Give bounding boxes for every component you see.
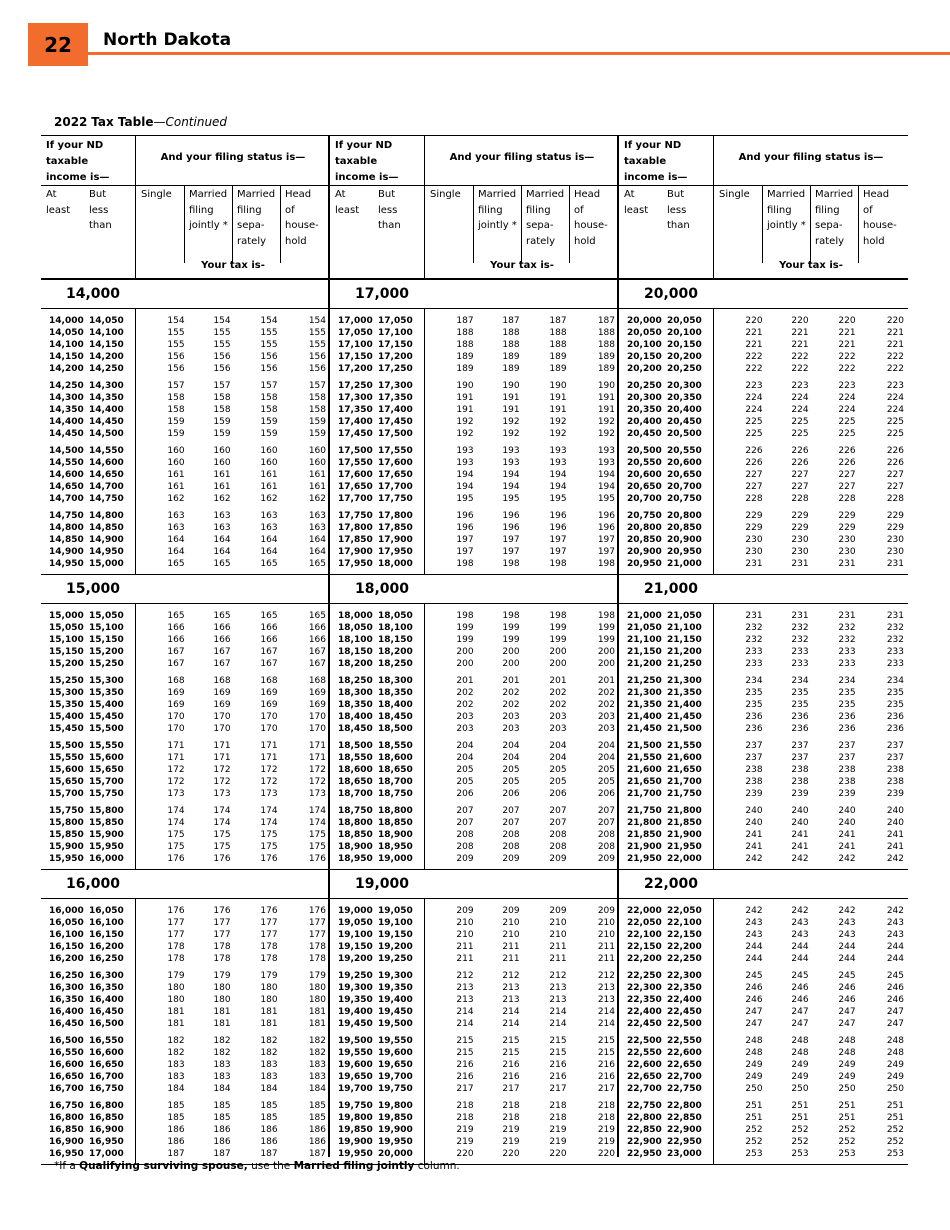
table-row: 15,150 15,200 167 167 167 167	[49, 647, 326, 657]
table-row: 15,250 15,300 168 168 168 168	[49, 676, 326, 686]
table-row: 19,850 19,900 219 219 219 219	[338, 1125, 615, 1135]
table-row: 21,950 22,000 242 242 242 242	[627, 854, 904, 864]
table-row: 21,250 21,300 234 234 234 234	[627, 676, 904, 686]
table-row: 14,700 14,750 162 162 162 162	[49, 494, 326, 504]
table-row: 14,050 14,100 155 155 155 155	[49, 328, 326, 338]
table-row: 20,100 20,150 221 221 221 221	[627, 340, 904, 350]
page-number: 22	[28, 23, 88, 66]
table-row: 16,600 16,650 183 183 183 183	[49, 1060, 326, 1070]
table-row: 16,700 16,750 184 184 184 184	[49, 1084, 326, 1094]
married-separately-label: Married filing sepa- rately	[526, 189, 565, 247]
table-row: 19,200 19,250 211 211 211 211	[338, 954, 615, 964]
income-block	[41, 870, 330, 1165]
married-separately-label: Married filing sepa- rately	[815, 189, 854, 247]
table-row: 18,550 18,600 204 204 204 204	[338, 753, 615, 763]
table-row: 22,500 22,550 248 248 248 248	[627, 1036, 904, 1046]
table-row: 20,050 20,100 221 221 221 221	[627, 328, 904, 338]
table-row: 18,600 18,650 205 205 205 205	[338, 765, 615, 775]
at-least-label: At least	[624, 189, 649, 216]
head-of-household-label: Head of house- hold	[285, 189, 319, 247]
table-row: 14,000 14,050 154 154 154 154	[49, 316, 326, 326]
table-row: 17,000 17,050 187 187 187 187	[338, 316, 615, 326]
income-block	[330, 280, 619, 575]
table-suffix: —Continued	[153, 115, 228, 129]
table-row: 20,750 20,800 229 229 229 229	[627, 511, 904, 521]
table-row: 20,250 20,300 223 223 223 223	[627, 381, 904, 391]
table-header	[41, 135, 330, 280]
table-row: 17,050 17,100 188 188 188 188	[338, 328, 615, 338]
table-row: 18,800 18,850 207 207 207 207	[338, 818, 615, 828]
table-row: 17,700 17,750 195 195 195 195	[338, 494, 615, 504]
column-separator	[617, 135, 619, 1157]
table-row: 18,950 19,000 209 209 209 209	[338, 854, 615, 864]
table-row: 20,950 21,000 231 231 231 231	[627, 559, 904, 569]
footnote-bold: Married filing jointly	[293, 1160, 415, 1172]
table-row: 15,700 15,750 173 173 173 173	[49, 789, 326, 799]
table-row: 14,550 14,600 160 160 160 160	[49, 458, 326, 468]
table-row: 17,900 17,950 197 197 197 197	[338, 547, 615, 557]
table-row: 17,250 17,300 190 190 190 190	[338, 381, 615, 391]
table-row: 18,700 18,750 206 206 206 206	[338, 789, 615, 799]
table-row: 21,750 21,800 240 240 240 240	[627, 806, 904, 816]
table-row: 19,450 19,500 214 214 214 214	[338, 1019, 615, 1029]
table-row: 21,300 21,350 235 235 235 235	[627, 688, 904, 698]
table-row: 16,550 16,600 182 182 182 182	[49, 1048, 326, 1058]
but-less-than-label: But less than	[667, 189, 690, 231]
table-row: 21,450 21,500 236 236 236 236	[627, 724, 904, 734]
footnote-text: column.	[414, 1160, 460, 1172]
table-row: 17,350 17,400 191 191 191 191	[338, 405, 615, 415]
table-row: 18,050 18,100 199 199 199 199	[338, 623, 615, 633]
table-row: 17,500 17,550 193 193 193 193	[338, 446, 615, 456]
table-row: 22,750 22,800 251 251 251 251	[627, 1101, 904, 1111]
table-row: 22,550 22,600 248 248 248 248	[627, 1048, 904, 1058]
table-row: 15,550 15,600 171 171 171 171	[49, 753, 326, 763]
table-row: 14,400 14,450 159 159 159 159	[49, 417, 326, 427]
table-row: 18,400 18,450 203 203 203 203	[338, 712, 615, 722]
table-row: 20,450 20,500 225 225 225 225	[627, 429, 904, 439]
table-row: 19,350 19,400 213 213 213 213	[338, 995, 615, 1005]
table-row: 19,050 19,100 210 210 210 210	[338, 918, 615, 928]
table-row: 21,150 21,200 233 233 233 233	[627, 647, 904, 657]
single-label: Single	[719, 189, 750, 200]
table-row: 18,000 18,050 198 198 198 198	[338, 611, 615, 621]
table-row: 20,850 20,900 230 230 230 230	[627, 535, 904, 545]
table-row: 18,100 18,150 199 199 199 199	[338, 635, 615, 645]
table-row: 20,000 20,050 220 220 220 220	[627, 316, 904, 326]
table-row: 22,650 22,700 249 249 249 249	[627, 1072, 904, 1082]
table-row: 17,100 17,150 188 188 188 188	[338, 340, 615, 350]
table-header	[330, 135, 619, 280]
table-row: 15,950 16,000 176 176 176 176	[49, 854, 326, 864]
table-row: 22,200 22,250 244 244 244 244	[627, 954, 904, 964]
table-row: 22,100 22,150 243 243 243 243	[627, 930, 904, 940]
table-row: 22,050 22,100 243 243 243 243	[627, 918, 904, 928]
table-row: 19,800 19,850 218 218 218 218	[338, 1113, 615, 1123]
block-title: 14,000	[41, 280, 330, 309]
table-row: 16,100 16,150 177 177 177 177	[49, 930, 326, 940]
table-row: 18,850 18,900 208 208 208 208	[338, 830, 615, 840]
table-row: 22,450 22,500 247 247 247 247	[627, 1019, 904, 1029]
married-jointly-label: Married filing jointly *	[189, 189, 228, 231]
table-row: 22,300 22,350 246 246 246 246	[627, 983, 904, 993]
income-block	[330, 575, 619, 870]
table-row: 16,750 16,800 185 185 185 185	[49, 1101, 326, 1111]
table-row: 15,600 15,650 172 172 172 172	[49, 765, 326, 775]
table-row: 17,550 17,600 193 193 193 193	[338, 458, 615, 468]
block-title: 21,000	[619, 575, 908, 604]
table-row: 21,400 21,450 236 236 236 236	[627, 712, 904, 722]
table-row: 17,800 17,850 196 196 196 196	[338, 523, 615, 533]
table-year: 2022	[54, 115, 88, 129]
block-title: 19,000	[330, 870, 619, 899]
table-row: 16,650 16,700 183 183 183 183	[49, 1072, 326, 1082]
table-row: 20,900 20,950 230 230 230 230	[627, 547, 904, 557]
table-row: 16,400 16,450 181 181 181 181	[49, 1007, 326, 1017]
table-row: 17,400 17,450 192 192 192 192	[338, 417, 615, 427]
table-row: 21,500 21,550 237 237 237 237	[627, 741, 904, 751]
table-row: 20,700 20,750 228 228 228 228	[627, 494, 904, 504]
tax-table-column	[41, 135, 330, 1165]
table-row: 21,050 21,100 232 232 232 232	[627, 623, 904, 633]
tax-table-column	[619, 135, 908, 1165]
table-row: 21,650 21,700 238 238 238 238	[627, 777, 904, 787]
table-row: 22,400 22,450 247 247 247 247	[627, 1007, 904, 1017]
your-tax-label: Your tax is-	[490, 260, 554, 271]
footnote	[54, 1160, 460, 1172]
table-row: 18,650 18,700 205 205 205 205	[338, 777, 615, 787]
table-row: 21,200 21,250 233 233 233 233	[627, 659, 904, 669]
table-row: 14,350 14,400 158 158 158 158	[49, 405, 326, 415]
block-title: 22,000	[619, 870, 908, 899]
table-row: 18,200 18,250 200 200 200 200	[338, 659, 615, 669]
table-row: 18,750 18,800 207 207 207 207	[338, 806, 615, 816]
table-row: 22,150 22,200 244 244 244 244	[627, 942, 904, 952]
your-tax-label: Your tax is-	[201, 260, 265, 271]
table-row: 22,350 22,400 246 246 246 246	[627, 995, 904, 1005]
table-row: 22,900 22,950 252 252 252 252	[627, 1137, 904, 1147]
state-title: North Dakota	[103, 30, 232, 50]
single-label: Single	[141, 189, 172, 200]
table-row: 15,900 15,950 175 175 175 175	[49, 842, 326, 852]
table-row: 20,150 20,200 222 222 222 222	[627, 352, 904, 362]
table-row: 17,200 17,250 189 189 189 189	[338, 364, 615, 374]
table-row: 21,000 21,050 231 231 231 231	[627, 611, 904, 621]
table-row: 14,750 14,800 163 163 163 163	[49, 511, 326, 521]
table-row: 14,850 14,900 164 164 164 164	[49, 535, 326, 545]
head-of-household-label: Head of house- hold	[574, 189, 608, 247]
table-row: 19,400 19,450 214 214 214 214	[338, 1007, 615, 1017]
table-row: 19,600 19,650 216 216 216 216	[338, 1060, 615, 1070]
table-row: 20,300 20,350 224 224 224 224	[627, 393, 904, 403]
table-row: 17,600 17,650 194 194 194 194	[338, 470, 615, 480]
income-block	[619, 575, 908, 870]
table-row: 22,000 22,050 242 242 242 242	[627, 906, 904, 916]
table-row: 16,000 16,050 176 176 176 176	[49, 906, 326, 916]
income-label: If your ND taxable income is—	[624, 140, 688, 183]
table-row: 19,700 19,750 217 217 217 217	[338, 1084, 615, 1094]
table-row: 15,650 15,700 172 172 172 172	[49, 777, 326, 787]
table-row: 16,850 16,900 186 186 186 186	[49, 1125, 326, 1135]
income-block	[41, 280, 330, 575]
table-row: 14,100 14,150 155 155 155 155	[49, 340, 326, 350]
table-row: 21,100 21,150 232 232 232 232	[627, 635, 904, 645]
table-row: 15,750 15,800 174 174 174 174	[49, 806, 326, 816]
table-row: 16,050 16,100 177 177 177 177	[49, 918, 326, 928]
tax-table-column	[330, 135, 619, 1165]
table-row: 22,850 22,900 252 252 252 252	[627, 1125, 904, 1135]
table-row: 21,700 21,750 239 239 239 239	[627, 789, 904, 799]
table-row: 15,450 15,500 170 170 170 170	[49, 724, 326, 734]
table-row: 18,250 18,300 201 201 201 201	[338, 676, 615, 686]
table-row: 21,550 21,600 237 237 237 237	[627, 753, 904, 763]
table-row: 20,400 20,450 225 225 225 225	[627, 417, 904, 427]
table-row: 14,650 14,700 161 161 161 161	[49, 482, 326, 492]
table-row: 15,400 15,450 170 170 170 170	[49, 712, 326, 722]
column-separator	[328, 135, 330, 1157]
table-row: 21,800 21,850 240 240 240 240	[627, 818, 904, 828]
income-block	[330, 870, 619, 1165]
table-header	[619, 135, 908, 280]
footnote-text: *If a	[54, 1160, 80, 1172]
table-row: 17,850 17,900 197 197 197 197	[338, 535, 615, 545]
table-row: 20,200 20,250 222 222 222 222	[627, 364, 904, 374]
at-least-label: At least	[46, 189, 71, 216]
table-row: 21,600 21,650 238 238 238 238	[627, 765, 904, 775]
block-title: 16,000	[41, 870, 330, 899]
filing-status-label: And your filing status is—	[738, 152, 884, 163]
table-row: 18,450 18,500 203 203 203 203	[338, 724, 615, 734]
but-less-than-label: But less than	[89, 189, 112, 231]
but-less-than-label: But less than	[378, 189, 401, 231]
table-row: 14,250 14,300 157 157 157 157	[49, 381, 326, 391]
table-row: 16,800 16,850 185 185 185 185	[49, 1113, 326, 1123]
table-row: 15,100 15,150 166 166 166 166	[49, 635, 326, 645]
your-tax-label: Your tax is-	[779, 260, 843, 271]
table-row: 17,150 17,200 189 189 189 189	[338, 352, 615, 362]
table-row: 20,650 20,700 227 227 227 227	[627, 482, 904, 492]
table-row: 19,950 20,000 220 220 220 220	[338, 1149, 615, 1159]
table-row: 18,150 18,200 200 200 200 200	[338, 647, 615, 657]
table-row: 18,350 18,400 202 202 202 202	[338, 700, 615, 710]
table-row: 16,900 16,950 186 186 186 186	[49, 1137, 326, 1147]
table-row: 15,850 15,900 175 175 175 175	[49, 830, 326, 840]
table-row: 21,850 21,900 241 241 241 241	[627, 830, 904, 840]
table-row: 15,800 15,850 174 174 174 174	[49, 818, 326, 828]
block-title: 15,000	[41, 575, 330, 604]
footnote-bold: Qualifying surviving spouse,	[79, 1160, 248, 1172]
table-row: 19,250 19,300 212 212 212 212	[338, 971, 615, 981]
table-row: 17,300 17,350 191 191 191 191	[338, 393, 615, 403]
married-jointly-label: Married filing jointly *	[767, 189, 806, 231]
income-block	[619, 870, 908, 1165]
table-row: 18,500 18,550 204 204 204 204	[338, 741, 615, 751]
table-row: 16,300 16,350 180 180 180 180	[49, 983, 326, 993]
table-row: 17,750 17,800 196 196 196 196	[338, 511, 615, 521]
filing-status-label: And your filing status is—	[449, 152, 595, 163]
block-title: 18,000	[330, 575, 619, 604]
table-row: 22,600 22,650 249 249 249 249	[627, 1060, 904, 1070]
table-row: 14,800 14,850 163 163 163 163	[49, 523, 326, 533]
table-row: 17,950 18,000 198 198 198 198	[338, 559, 615, 569]
table-row: 18,300 18,350 202 202 202 202	[338, 688, 615, 698]
table-row: 19,300 19,350 213 213 213 213	[338, 983, 615, 993]
table-row: 22,250 22,300 245 245 245 245	[627, 971, 904, 981]
table-row: 19,100 19,150 210 210 210 210	[338, 930, 615, 940]
footnote-text: use the	[247, 1160, 294, 1172]
table-row: 17,450 17,500 192 192 192 192	[338, 429, 615, 439]
table-row: 19,150 19,200 211 211 211 211	[338, 942, 615, 952]
table-row: 19,000 19,050 209 209 209 209	[338, 906, 615, 916]
table-row: 14,200 14,250 156 156 156 156	[49, 364, 326, 374]
table-row: 16,150 16,200 178 178 178 178	[49, 942, 326, 952]
table-row: 21,350 21,400 235 235 235 235	[627, 700, 904, 710]
married-separately-label: Married filing sepa- rately	[237, 189, 276, 247]
table-name: Tax Table	[91, 115, 154, 129]
table-row: 16,350 16,400 180 180 180 180	[49, 995, 326, 1005]
income-block	[41, 575, 330, 870]
block-title: 17,000	[330, 280, 619, 309]
table-row: 14,150 14,200 156 156 156 156	[49, 352, 326, 362]
table-row: 20,500 20,550 226 226 226 226	[627, 446, 904, 456]
table-row: 15,200 15,250 167 167 167 167	[49, 659, 326, 669]
table-row: 18,900 18,950 208 208 208 208	[338, 842, 615, 852]
table-row: 16,450 16,500 181 181 181 181	[49, 1019, 326, 1029]
table-row: 19,750 19,800 218 218 218 218	[338, 1101, 615, 1111]
table-row: 15,500 15,550 171 171 171 171	[49, 741, 326, 751]
income-label: If your ND taxable income is—	[335, 140, 399, 183]
table-row: 15,050 15,100 166 166 166 166	[49, 623, 326, 633]
table-title	[54, 115, 227, 129]
income-label: If your ND taxable income is—	[46, 140, 110, 183]
income-block	[619, 280, 908, 575]
single-label: Single	[430, 189, 461, 200]
table-row: 15,350 15,400 169 169 169 169	[49, 700, 326, 710]
table-row: 16,200 16,250 178 178 178 178	[49, 954, 326, 964]
table-row: 19,650 19,700 216 216 216 216	[338, 1072, 615, 1082]
table-row: 14,450 14,500 159 159 159 159	[49, 429, 326, 439]
table-row: 19,550 19,600 215 215 215 215	[338, 1048, 615, 1058]
table-row: 20,800 20,850 229 229 229 229	[627, 523, 904, 533]
table-row: 14,500 14,550 160 160 160 160	[49, 446, 326, 456]
married-jointly-label: Married filing jointly *	[478, 189, 517, 231]
head-of-household-label: Head of house- hold	[863, 189, 897, 247]
table-row: 16,250 16,300 179 179 179 179	[49, 971, 326, 981]
at-least-label: At least	[335, 189, 360, 216]
table-row: 20,350 20,400 224 224 224 224	[627, 405, 904, 415]
filing-status-label: And your filing status is—	[160, 152, 306, 163]
table-row: 14,900 14,950 164 164 164 164	[49, 547, 326, 557]
table-row: 14,600 14,650 161 161 161 161	[49, 470, 326, 480]
table-row: 22,800 22,850 251 251 251 251	[627, 1113, 904, 1123]
table-row: 19,900 19,950 219 219 219 219	[338, 1137, 615, 1147]
table-row: 17,650 17,700 194 194 194 194	[338, 482, 615, 492]
table-row: 20,600 20,650 227 227 227 227	[627, 470, 904, 480]
table-row: 21,900 21,950 241 241 241 241	[627, 842, 904, 852]
header-rule	[88, 52, 950, 55]
table-row: 15,000 15,050 165 165 165 165	[49, 611, 326, 621]
table-row: 19,500 19,550 215 215 215 215	[338, 1036, 615, 1046]
table-row: 15,300 15,350 169 169 169 169	[49, 688, 326, 698]
table-row: 14,300 14,350 158 158 158 158	[49, 393, 326, 403]
table-row: 22,950 23,000 253 253 253 253	[627, 1149, 904, 1159]
table-row: 14,950 15,000 165 165 165 165	[49, 559, 326, 569]
table-row: 20,550 20,600 226 226 226 226	[627, 458, 904, 468]
table-row: 16,500 16,550 182 182 182 182	[49, 1036, 326, 1046]
table-row: 22,700 22,750 250 250 250 250	[627, 1084, 904, 1094]
block-title: 20,000	[619, 280, 908, 309]
table-row: 16,950 17,000 187 187 187 187	[49, 1149, 326, 1159]
